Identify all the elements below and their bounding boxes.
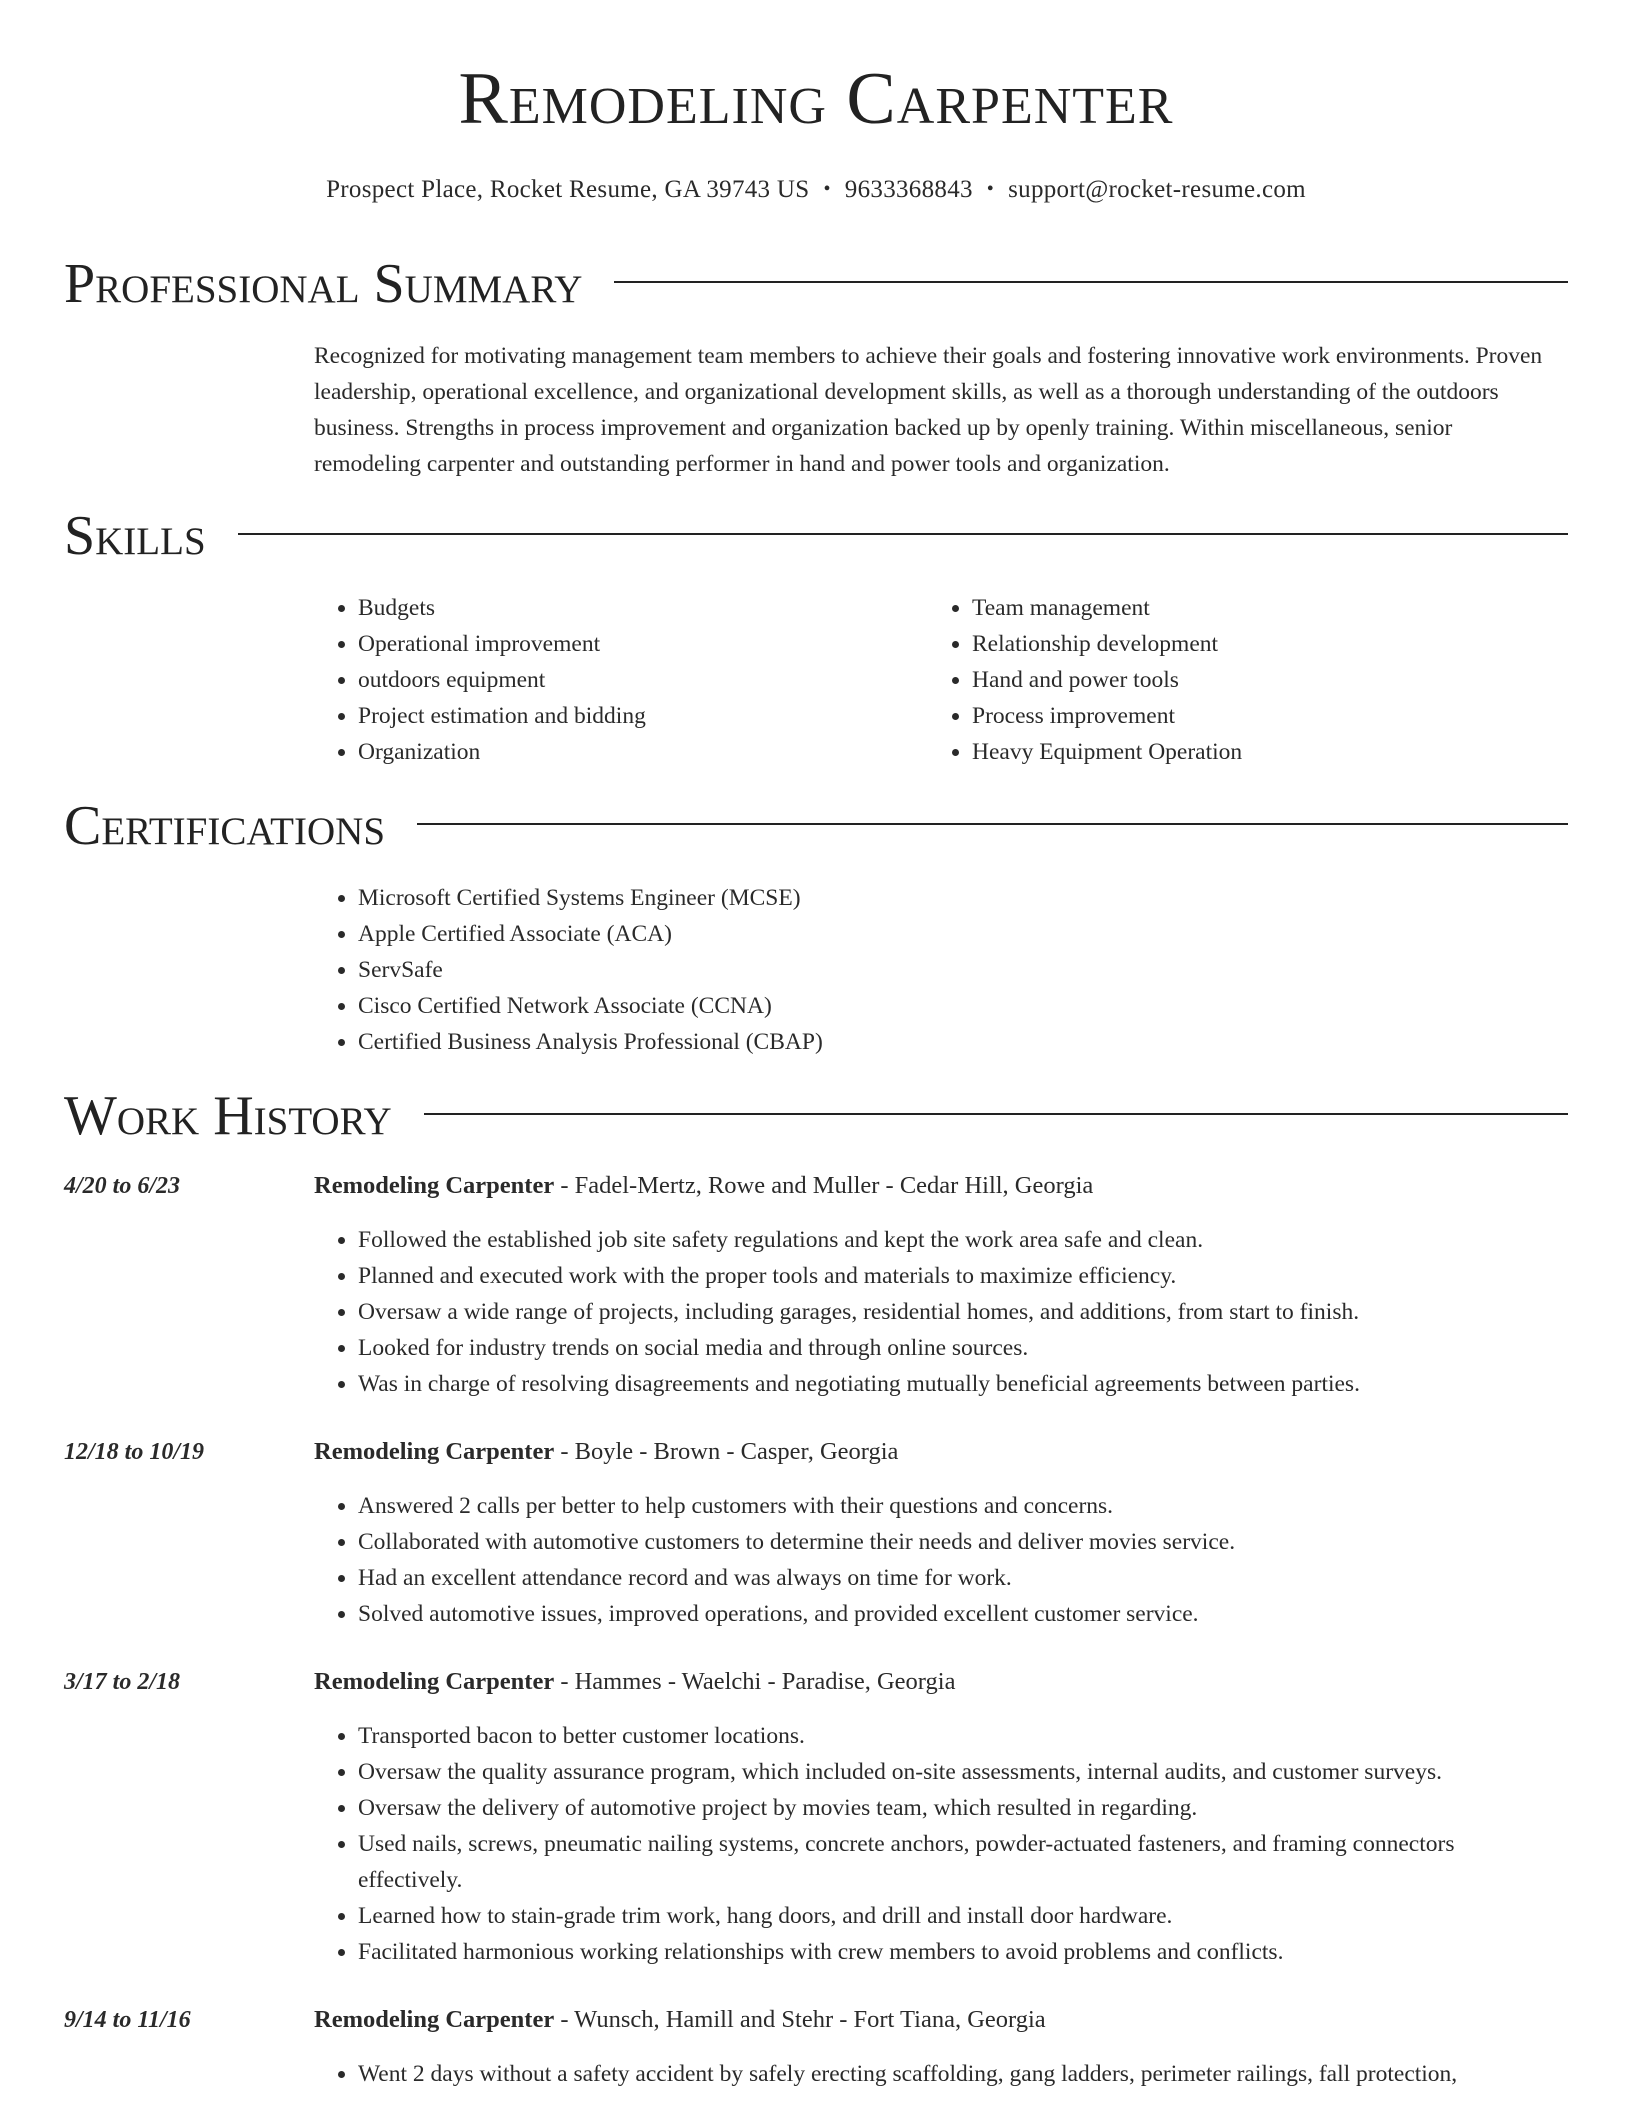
- job-bullet-item: • Oversaw the delivery of automotive project by movies team, which resulted in regarding.: [358, 1790, 1556, 1826]
- job-bullet-list: [314, 1488, 1556, 1632]
- job-bullet-item: • Oversaw a wide range of projects, including garages, residential homes, and additions, from start to finish.: [358, 1294, 1556, 1330]
- section-divider: [614, 281, 1568, 283]
- job-bullet-item: • Transported bacon to better customer locations.: [358, 1718, 1556, 1754]
- job-heading: [314, 2002, 1556, 2038]
- skill-item: • Heavy Equipment Operation: [972, 734, 1528, 770]
- skill-item: • Budgets: [358, 590, 874, 626]
- job-bullets: [314, 1222, 1556, 1402]
- job-bullet-item: • Solved automotive issues, improved operations, and provided excellent customer service.: [358, 1596, 1556, 1632]
- section-title-work: Work History: [64, 1085, 392, 1147]
- skills-list-right: [928, 590, 1528, 770]
- job-bullet-item: • Learned how to stain-grade trim work, hang doors, and drill and install door hardware.: [358, 1898, 1556, 1934]
- separator-dot: •: [986, 178, 995, 200]
- skill-item: • Operational improvement: [358, 626, 874, 662]
- skill-item: • Relationship development: [972, 626, 1528, 662]
- job-bullets: [314, 2056, 1556, 2092]
- section-title-certifications: Certifications: [64, 795, 386, 857]
- job-heading: [314, 1434, 1556, 1470]
- skills-column-right: [928, 590, 1528, 770]
- certification-item: • Cisco Certified Network Associate (CCNA): [358, 988, 1556, 1024]
- skill-item: • Organization: [358, 734, 874, 770]
- certification-item: • ServSafe: [358, 952, 1556, 988]
- section-title-summary: Professional Summary: [64, 253, 583, 315]
- skill-item: • Team management: [972, 590, 1528, 626]
- job-bullet-item: • Looked for industry trends on social media and through online sources.: [358, 1330, 1556, 1366]
- skill-item: • Project estimation and bidding: [358, 698, 874, 734]
- section-work-header: [64, 1085, 1568, 1147]
- job-title: Remodeling Carpenter: [314, 1172, 555, 1199]
- job-bullet-item: • Answered 2 calls per better to help customers with their questions and concerns.: [358, 1488, 1556, 1524]
- job-bullet-item: • Oversaw the quality assurance program, which included on-site assessments, internal audits, and customer surveys.: [358, 1754, 1556, 1790]
- job-dates: 4/20 to 6/23: [64, 1173, 181, 1199]
- section-summary-header: [64, 253, 1568, 315]
- job-title: Remodeling Carpenter: [314, 1438, 555, 1465]
- job-bullet-item: • Went 2 days without a safety accident by safely erecting scaffolding, gang ladders, perimeter railings, fall protection,: [358, 2056, 1556, 2092]
- job-bullet-list: [314, 1718, 1556, 1970]
- job-bullets: [314, 1718, 1556, 1970]
- job-employer: - Wunsch, Hamill and Stehr - Fort Tiana, Georgia: [554, 2006, 1046, 2033]
- email[interactable]: support@rocket-resume.com: [1008, 176, 1306, 203]
- section-divider: [424, 1113, 1568, 1115]
- section-certifications-header: [64, 795, 1568, 857]
- job-employer: - Hammes - Waelchi - Paradise, Georgia: [554, 1668, 956, 1695]
- job-heading: [314, 1664, 1556, 1700]
- certification-item: • Apple Certified Associate (ACA): [358, 916, 1556, 952]
- job-dates: 12/18 to 10/19: [64, 1439, 205, 1465]
- address: Prospect Place, Rocket Resume, GA 39743 US: [326, 176, 810, 203]
- job-bullets: [314, 1488, 1556, 1632]
- job-dates: 3/17 to 2/18: [64, 1669, 181, 1695]
- job-bullet-list: [314, 1222, 1556, 1402]
- job-bullet-item: • Was in charge of resolving disagreements and negotiating mutually beneficial agreements between parties.: [358, 1366, 1556, 1402]
- job-bullet-item: • Used nails, screws, pneumatic nailing systems, concrete anchors, powder-actuated fasteners, and framing connectors effectively.: [358, 1826, 1556, 1898]
- skills-column-left: [314, 590, 874, 770]
- certifications-list: [314, 880, 1556, 1060]
- job-dates: 9/14 to 11/16: [64, 2007, 191, 2033]
- job-bullet-item: • Followed the established job site safety regulations and kept the work area safe and clean.: [358, 1222, 1556, 1258]
- job-bullet-item: • Facilitated harmonious working relationships with crew members to avoid problems and conflicts.: [358, 1934, 1556, 1970]
- job-heading: [314, 1168, 1556, 1204]
- candidate-name: Remodeling Carpenter: [458, 58, 1174, 140]
- job-employer: - Boyle - Brown - Casper, Georgia: [554, 1438, 899, 1465]
- skill-item: • Hand and power tools: [972, 662, 1528, 698]
- job-title: Remodeling Carpenter: [314, 2006, 555, 2033]
- job-bullet-list: [314, 2056, 1556, 2092]
- contact-line: [0, 176, 1632, 204]
- skill-item: • Process improvement: [972, 698, 1528, 734]
- separator-dot: •: [823, 178, 831, 200]
- certification-item: • Certified Business Analysis Professional (CBAP): [358, 1024, 1556, 1060]
- certifications-block: [314, 880, 1556, 1060]
- job-title: Remodeling Carpenter: [314, 1668, 555, 1695]
- section-skills-header: [64, 505, 1568, 567]
- job-employer: - Fadel-Mertz, Rowe and Muller - Cedar Hill, Georgia: [554, 1172, 1094, 1199]
- job-bullet-item: • Planned and executed work with the proper tools and materials to maximize efficiency.: [358, 1258, 1556, 1294]
- job-bullet-item: • Had an excellent attendance record and was always on time for work.: [358, 1560, 1556, 1596]
- skill-item: • outdoors equipment: [358, 662, 874, 698]
- section-title-skills: Skills: [64, 505, 206, 567]
- phone: 9633368843: [844, 176, 973, 203]
- summary-text: Recognized for motivating management team members to achieve their goals and fostering innovative work environments. Proven leadership, operational excellence, and organizational development skills, as well as a thorough understanding of the outdoors business. Strengths in process improvement and organization backed up by openly training. Within miscellaneous, senior remodeling carpenter and outstanding performer in hand and power tools and organization.: [314, 343, 1543, 477]
- job-bullet-item: • Collaborated with automotive customers to determine their needs and deliver movies service.: [358, 1524, 1556, 1560]
- skills-list-left: [314, 590, 874, 770]
- section-divider: [238, 533, 1568, 535]
- section-divider: [417, 823, 1568, 825]
- certification-item: • Microsoft Certified Systems Engineer (MCSE): [358, 880, 1556, 916]
